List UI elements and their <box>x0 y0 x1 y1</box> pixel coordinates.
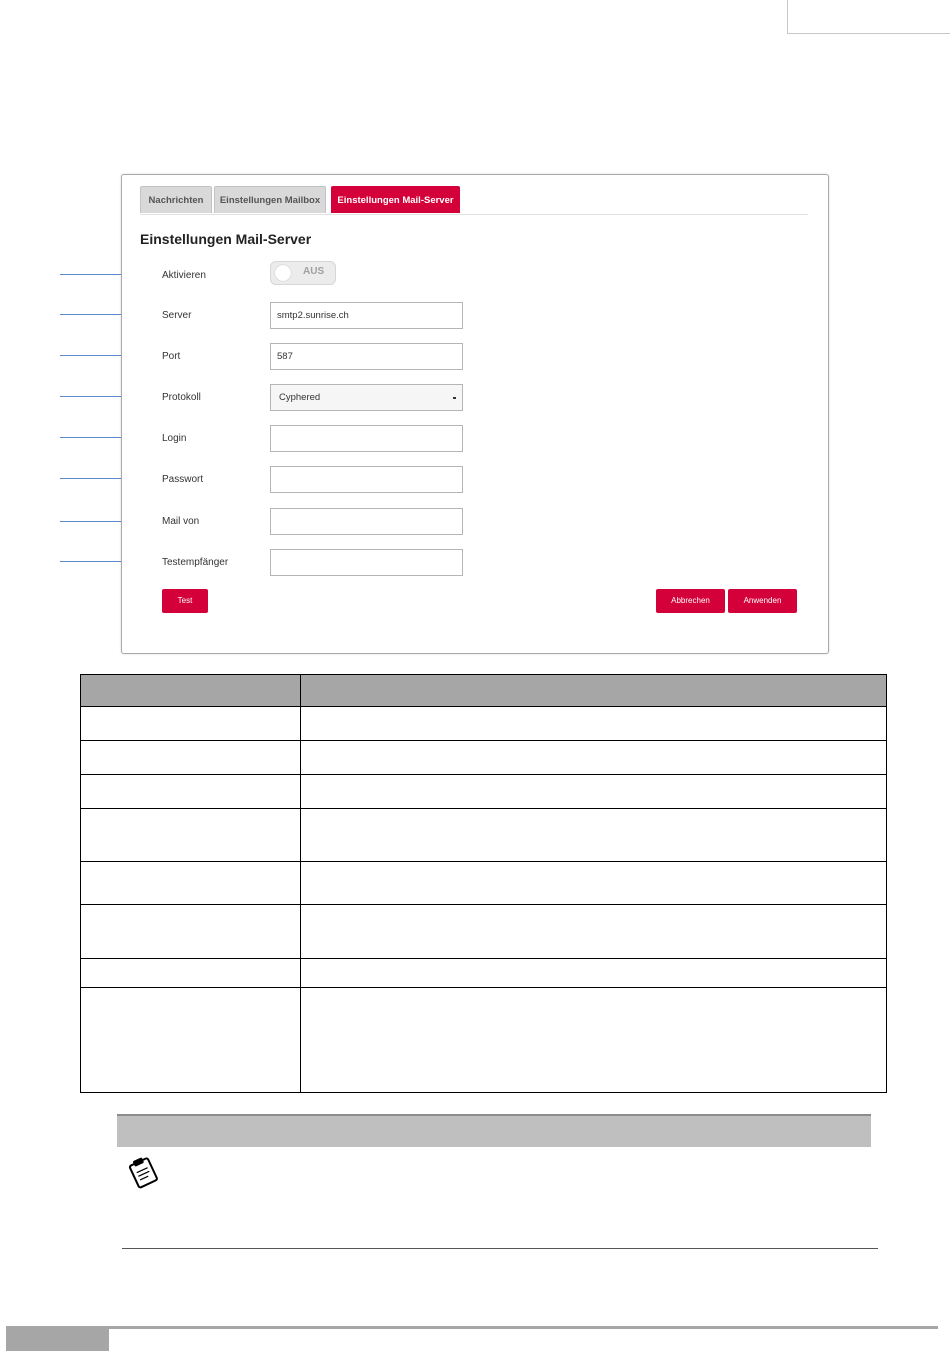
protocol-selected-value: Cyphered <box>279 392 321 403</box>
port-input[interactable]: 587 <box>270 343 463 370</box>
toggle-knob <box>275 265 291 281</box>
mail-server-settings-panel <box>121 174 829 654</box>
protocol-label: Protokoll <box>162 392 201 403</box>
table-cell <box>81 959 301 988</box>
table-cell <box>81 775 301 809</box>
tab-mailbox-settings[interactable]: Einstellungen Mailbox <box>214 186 326 213</box>
tab-bar <box>140 186 808 215</box>
table-cell <box>301 959 887 988</box>
activate-label: Aktivieren <box>162 270 206 281</box>
password-label: Passwort <box>162 474 204 485</box>
table-cell <box>81 988 301 1093</box>
table-row <box>81 905 887 959</box>
table-row <box>81 862 887 905</box>
toggle-state-text: AUS <box>303 266 325 277</box>
description-table <box>80 674 887 1093</box>
table-header-cell <box>81 675 301 707</box>
table-row <box>81 741 887 775</box>
panel-title: Einstellungen Mail-Server <box>140 231 312 247</box>
table-cell <box>301 741 887 775</box>
password-input[interactable] <box>270 466 463 493</box>
activate-toggle[interactable] <box>270 261 336 285</box>
footer-page-tab <box>6 1329 109 1351</box>
test-recipient-input[interactable] <box>270 549 463 576</box>
mail-from-input[interactable] <box>270 508 463 535</box>
server-input[interactable]: smtp2.sunrise.ch <box>270 302 463 329</box>
login-label: Login <box>162 433 187 444</box>
dropdown-caret-icon <box>453 397 456 399</box>
test-recipient-label: Testempfänger <box>162 557 229 568</box>
table-row <box>81 809 887 862</box>
table-cell <box>301 862 887 905</box>
protocol-select[interactable] <box>270 384 463 411</box>
table-cell <box>301 707 887 741</box>
table-cell <box>301 988 887 1093</box>
table-cell <box>81 905 301 959</box>
note-bottom-rule <box>122 1248 878 1249</box>
table-cell <box>81 862 301 905</box>
table-row <box>81 988 887 1093</box>
note-header-bar <box>117 1114 871 1147</box>
mail-from-label: Mail von <box>162 516 200 527</box>
server-label: Server <box>162 310 192 321</box>
tab-mail-server-settings[interactable]: Einstellungen Mail-Server <box>331 186 460 213</box>
clipboard-note-icon <box>124 1154 162 1190</box>
table-row <box>81 775 887 809</box>
table-cell <box>81 809 301 862</box>
table-cell <box>81 707 301 741</box>
table-row <box>81 707 887 741</box>
tab-messages[interactable]: Nachrichten <box>140 186 212 213</box>
crop-mark-horizontal <box>787 33 950 34</box>
table-header-cell <box>301 675 887 707</box>
apply-button[interactable]: Anwenden <box>728 589 797 613</box>
table-cell <box>301 809 887 862</box>
table-cell <box>81 741 301 775</box>
port-label: Port <box>162 351 181 362</box>
table-header-row <box>81 675 887 707</box>
crop-mark-vertical <box>787 0 788 34</box>
table-cell <box>301 775 887 809</box>
table-row <box>81 959 887 988</box>
table-cell <box>301 905 887 959</box>
login-input[interactable] <box>270 425 463 452</box>
footer-rule <box>6 1326 938 1329</box>
cancel-button[interactable]: Abbrechen <box>656 589 725 613</box>
test-button[interactable]: Test <box>162 589 208 613</box>
